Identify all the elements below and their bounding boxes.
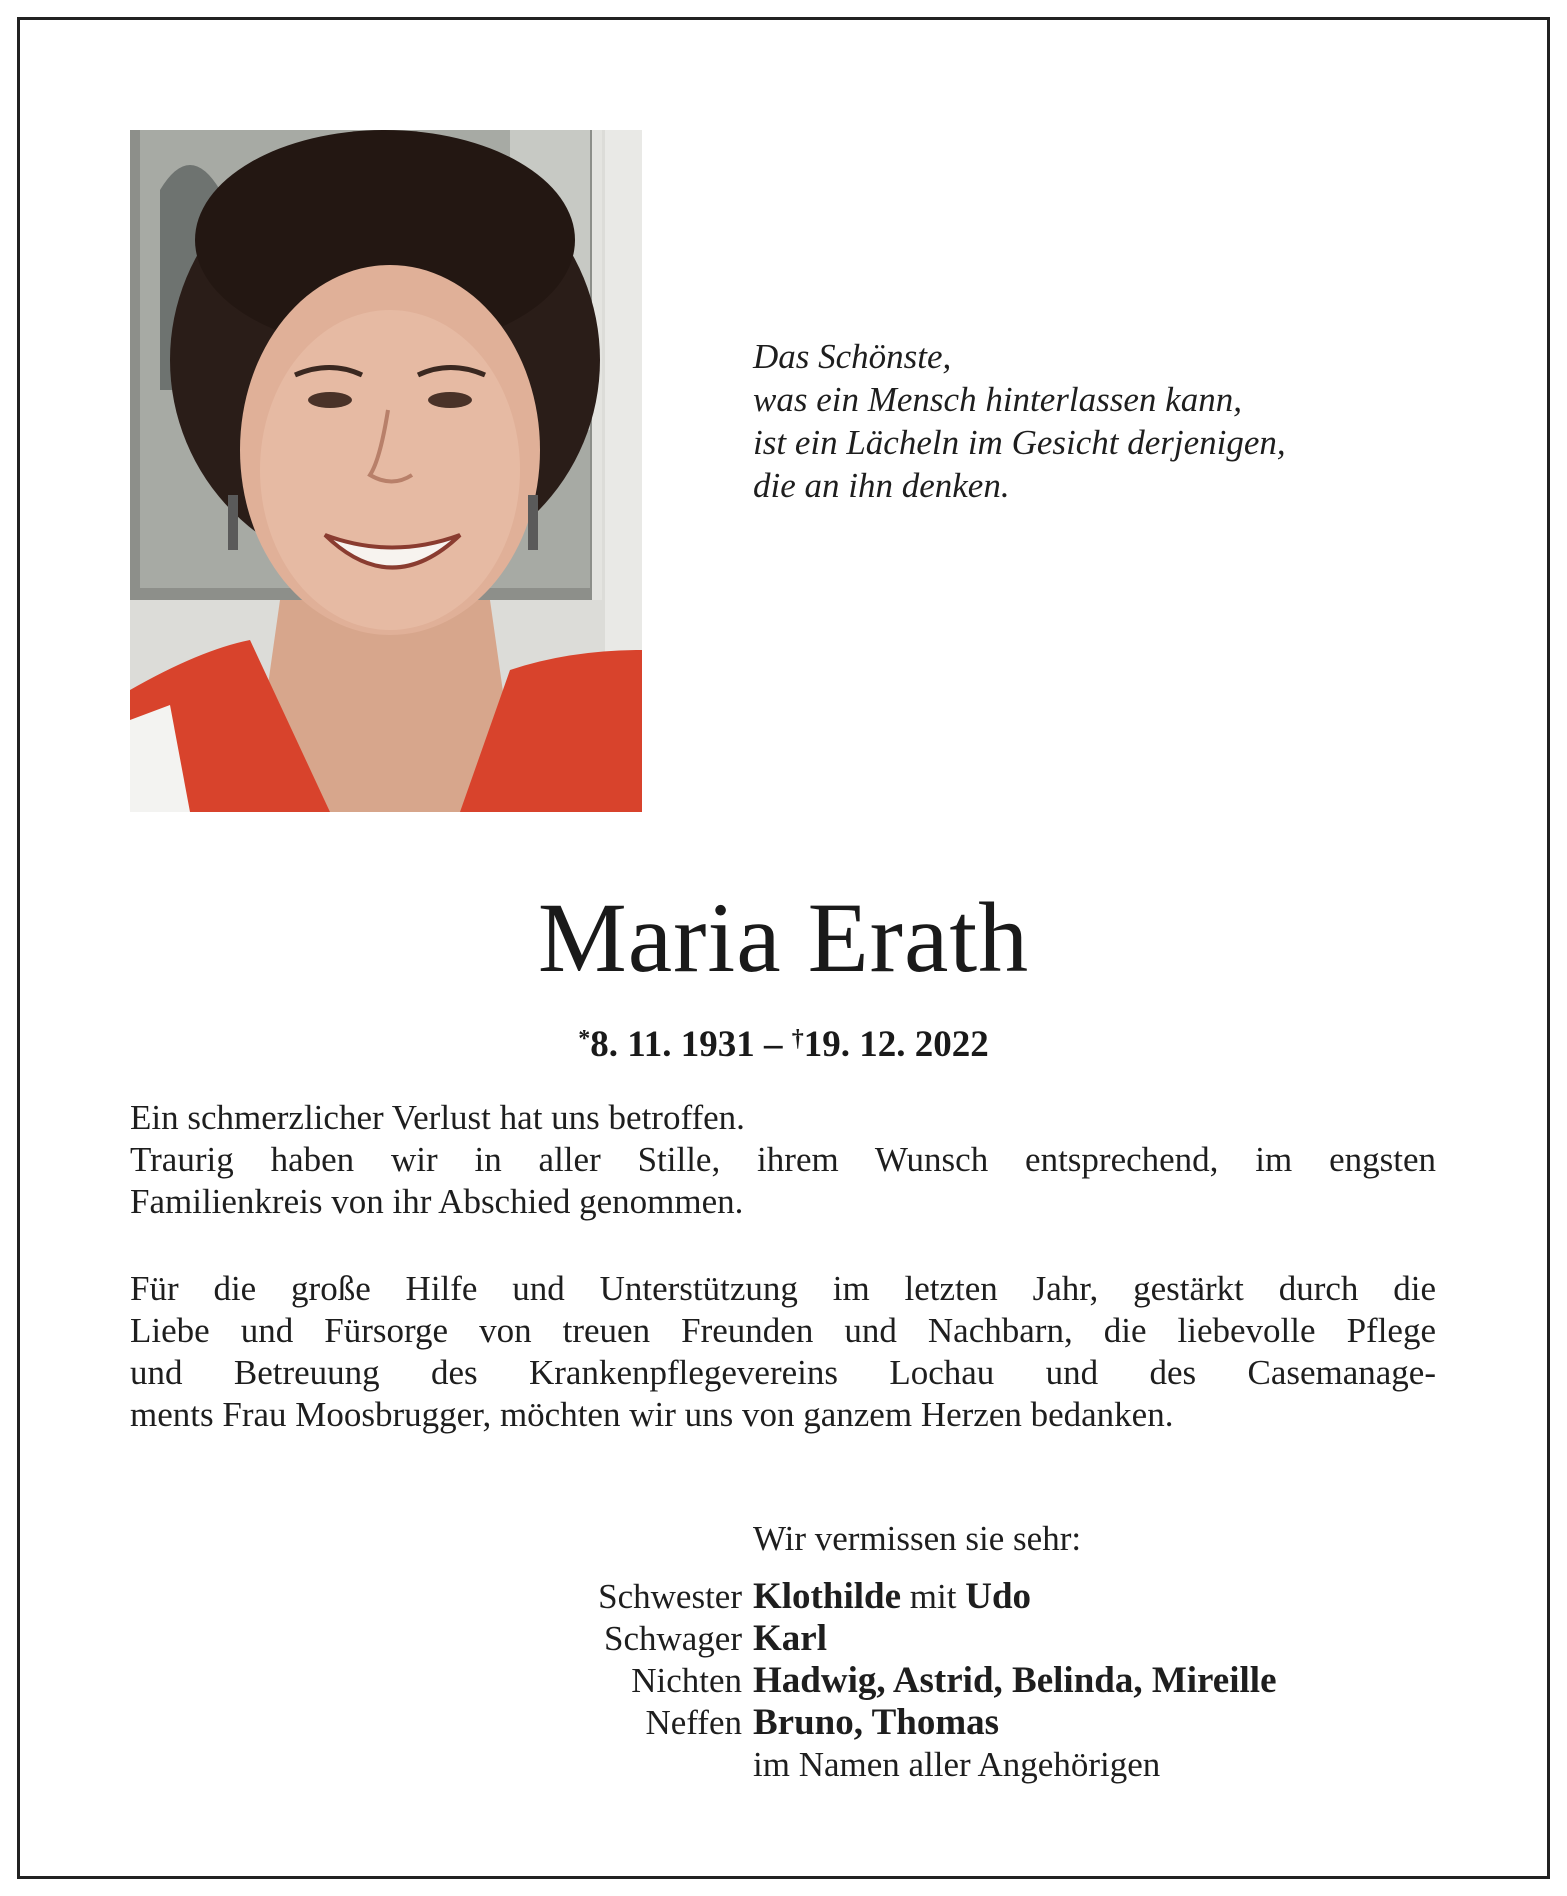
paragraph-line: Familienkreis von ihr Abschied genommen. bbox=[130, 1182, 744, 1221]
relative-row bbox=[0, 1702, 1567, 1744]
relative-name: Karl bbox=[753, 1618, 827, 1659]
relative-row bbox=[0, 1660, 1567, 1702]
announcement-paragraph bbox=[130, 1097, 1436, 1223]
poem-line: die an ihn denken. bbox=[753, 466, 1010, 505]
portrait-photo bbox=[130, 130, 642, 812]
relation-label: Schwager bbox=[603, 1619, 742, 1658]
paragraph-line: Ein schmerzlicher Verlust hat uns betroffen. bbox=[130, 1098, 745, 1137]
paragraph-line: Für die große Hilfe und Unterstützung im letzten Jahr, gestärkt durch die bbox=[130, 1269, 1436, 1308]
closing-signature: im Namen aller Angehörigen bbox=[753, 1745, 1161, 1784]
birth-symbol: * bbox=[578, 1026, 591, 1052]
relative-names bbox=[753, 1576, 1031, 1618]
date-separator: – bbox=[754, 1024, 792, 1065]
relation-label: Neffen bbox=[645, 1703, 742, 1742]
relative-row bbox=[0, 1618, 1567, 1660]
poem-line: ist ein Lächeln im Gesicht derjenigen, bbox=[753, 423, 1286, 462]
relative-names bbox=[753, 1618, 827, 1660]
poem-line: Das Schönste, bbox=[753, 337, 952, 376]
deceased-name: Maria Erath bbox=[537, 882, 1030, 993]
relation-label: Nichten bbox=[631, 1661, 742, 1700]
relative-row bbox=[0, 1576, 1567, 1618]
relative-names bbox=[753, 1660, 1277, 1702]
memorial-poem bbox=[753, 335, 1453, 507]
paragraph-line: ments Frau Moosbrugger, möchten wir uns von ganzem Herzen bedanken. bbox=[130, 1395, 1174, 1434]
relative-name: Hadwig, Astrid, Belinda, Mireille bbox=[753, 1660, 1277, 1701]
death-date: 19. 12. 2022 bbox=[803, 1024, 989, 1065]
relative-connector: mit bbox=[909, 1577, 957, 1616]
relative-name: Klothilde bbox=[753, 1576, 902, 1617]
relation-label: Schwester bbox=[598, 1577, 742, 1616]
life-dates bbox=[0, 1015, 1567, 1069]
relative-name: Bruno, Thomas bbox=[753, 1702, 1000, 1743]
relatives-list bbox=[0, 1576, 1567, 1744]
thanks-paragraph bbox=[130, 1268, 1436, 1436]
poem-line: was ein Mensch hinterlassen kann, bbox=[753, 380, 1242, 419]
relative-names bbox=[753, 1702, 999, 1744]
closing-intro: Wir vermissen sie sehr: bbox=[753, 1519, 1082, 1558]
relative-name: Udo bbox=[965, 1576, 1032, 1617]
paragraph-line: Liebe und Fürsorge von treuen Freunden und Nachbarn, die liebevolle Pflege bbox=[130, 1311, 1436, 1350]
paragraph-line: und Betreuung des Krankenpflegevereins Lochau und des Casemanage- bbox=[130, 1353, 1436, 1392]
death-symbol: † bbox=[791, 1026, 804, 1052]
birth-date: 8. 11. 1931 bbox=[590, 1024, 755, 1065]
paragraph-line: Traurig haben wir in aller Stille, ihrem Wunsch entsprechend, im engsten bbox=[130, 1140, 1436, 1179]
